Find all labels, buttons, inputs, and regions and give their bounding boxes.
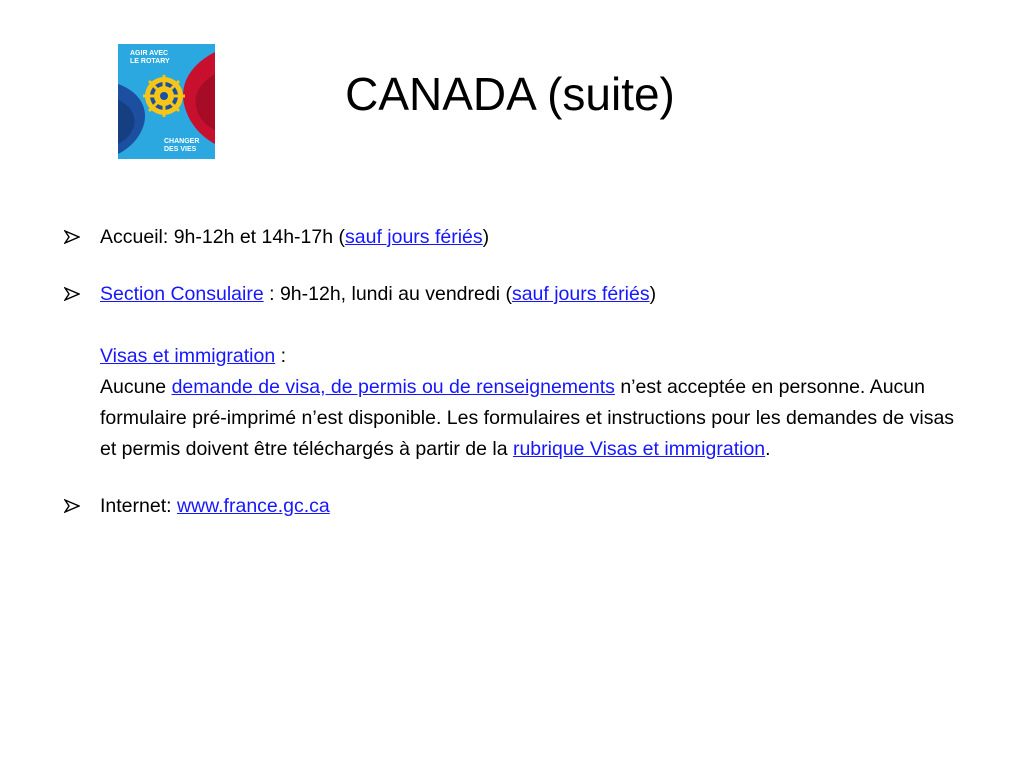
rubrique-visas-link[interactable]: rubrique Visas et immigration (512, 438, 766, 460)
visas-immigration-link[interactable]: Visas et immigration (100, 345, 276, 367)
visas-paragraph-body: n’est acceptée en personne. Aucun formulaire pré-imprimé n’est disponible. Les formulaires et instructions pour les demandes de visas et permis doivent être téléchargés à partir de la (100, 376, 955, 460)
accueil-text: Accueil: 9h-12h et 14h-17h ( (100, 226, 345, 248)
logo-text-bottom: CHANGER DES VIES (164, 138, 200, 153)
arrow-bullet-icon (64, 491, 82, 522)
visas-heading-line (100, 341, 974, 372)
bullet-accueil (64, 222, 974, 253)
rotary-wheel-icon (143, 75, 185, 117)
bullet-list (64, 222, 974, 522)
internet-label: Internet: (100, 495, 177, 517)
consulaire-holidays-link[interactable]: sauf jours fériés (511, 283, 650, 305)
visa-request-link[interactable]: demande de visa, de permis ou de renseignements (171, 376, 615, 398)
rotary-logo (118, 44, 215, 159)
logo-text-top: AGIR AVEC LE ROTARY (130, 50, 170, 65)
page-title: CANADA (suite) (345, 68, 675, 120)
consulaire-hours-end: ) (649, 283, 657, 305)
arrow-bullet-icon (64, 279, 82, 310)
visas-paragraph-start: Aucune (100, 376, 172, 398)
consulaire-hours-line (100, 279, 974, 310)
paragraph-gap (100, 310, 974, 341)
accueil-holidays-link[interactable]: sauf jours fériés (345, 226, 483, 248)
visas-heading-colon: : (275, 345, 287, 367)
website-link[interactable]: www.france.gc.ca (176, 495, 330, 517)
bullet-internet (64, 491, 974, 522)
section-consulaire-link[interactable]: Section Consulaire (100, 283, 264, 305)
consulaire-hours-text: : 9h-12h, lundi au vendredi ( (263, 283, 512, 305)
bullet-section-consulaire (64, 279, 974, 465)
visas-paragraph-end: . (765, 438, 771, 460)
accueil-text-end: ) (482, 226, 490, 248)
arrow-bullet-icon (64, 222, 82, 253)
visas-paragraph (100, 372, 974, 465)
